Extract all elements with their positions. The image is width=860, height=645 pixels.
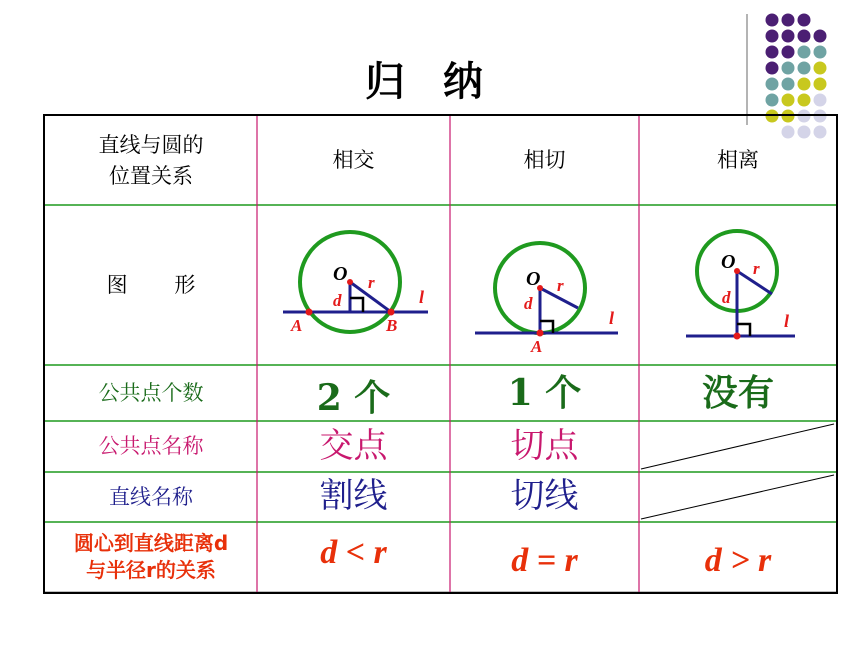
decorative-dot [814, 30, 827, 43]
point-name-tangent: 切点 [510, 425, 579, 466]
empty-cell-slash [641, 424, 834, 469]
figure-diagrams [43, 205, 838, 365]
point-a-label: A [531, 337, 543, 356]
relation-label-line2: 与半径r的关系 [86, 558, 216, 582]
line-name-intersecting: 割线 [319, 476, 388, 517]
summary-table [43, 114, 838, 594]
row-label-relation [45, 522, 257, 592]
line-label: l [609, 308, 615, 328]
header-row-label: 直线与圆的 位置关系 [98, 133, 204, 188]
point-name-intersecting: 交点 [319, 425, 388, 466]
common-points-tangent: 1 个 [507, 371, 582, 414]
distance-label: d [524, 294, 533, 313]
row-label-point-name: 公共点名称 [98, 434, 204, 459]
radius-label: r [557, 276, 564, 295]
relation-label-line1: 圆心到直线距离d [73, 531, 229, 555]
relation-intersecting: d < r [320, 534, 387, 572]
common-points-separate: 没有 [701, 371, 774, 414]
decorative-dot [798, 30, 811, 43]
header-separate: 相离 [717, 148, 759, 173]
decorative-dot [782, 30, 795, 43]
common-points-intersecting: 2 个 [316, 376, 391, 419]
center-label: O [526, 268, 541, 290]
header-tangent: 相切 [523, 148, 566, 173]
decorative-dot [782, 14, 795, 27]
line-label: l [784, 311, 790, 331]
decorative-dot [798, 14, 811, 27]
tangent-diagram [475, 243, 618, 356]
center-label: O [333, 263, 348, 285]
row-label-common-points: 公共点个数 [98, 380, 204, 405]
line-label: l [419, 287, 425, 307]
row-label-line-name: 直线名称 [109, 484, 193, 509]
distance-label: d [722, 288, 731, 307]
radius-label: r [368, 273, 375, 292]
radius-label: r [753, 259, 760, 278]
center-label: O [721, 251, 736, 273]
separate-diagram [686, 231, 795, 340]
page-title: 归 纳 [365, 59, 495, 105]
point-a-label: A [291, 316, 303, 335]
line-name-tangent: 切线 [510, 476, 579, 517]
point-b-label: B [386, 316, 398, 335]
row-label-figure: 图 形 [106, 272, 196, 297]
decorative-dot [766, 30, 779, 43]
header-intersecting: 相交 [332, 148, 375, 173]
distance-label: d [333, 291, 342, 310]
decorative-dot [766, 14, 779, 27]
relation-tangent: d = r [511, 542, 578, 580]
empty-cell-slash [641, 475, 834, 519]
secant-diagram [283, 232, 428, 335]
relation-separate: d > r [704, 542, 772, 580]
